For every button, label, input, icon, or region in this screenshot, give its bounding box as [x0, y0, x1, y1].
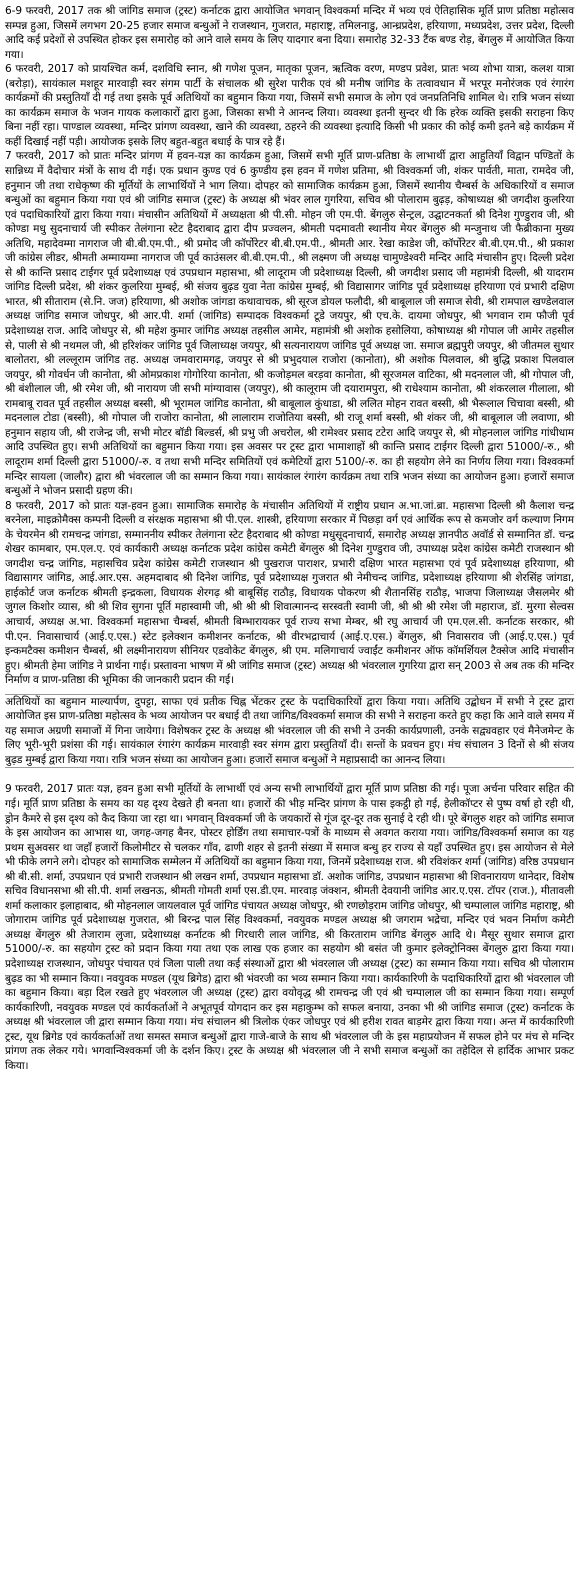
- closing-paragraph: 9 फरवरी, 2017 प्रातः यज्ञ, हवन हुआ सभी मूर्तियों के लाभार्थी एवं अन्य सभी लाभार्थियों द्वारा मूर्ति प्राण प्रतिष्ठा की गई। पूजा अर्चना परिवार सहित की गई। मूर्ति प्राण प्रतिष्ठा के समय का यह दृश्य देखते ही बनता था। हजारों की भीड़ मन्दिर प्रांगण के पास इकट्ठी हो गई, हेलीकॉप्टर से पुष्प वर्षा हो रही थी, ड्रोन कैमरे से इस दृश्य को कैद किया जा रहा था। भगवान् विश्वकर्मा जी के जयकारों से गूंज दूर-दूर तक सुनाई दे रही थी। पूरे बेंगलुरु शहर को जांगिड समाज के इस आयोजन का आभास था, जगह-जगह बैनर, पोस्टर होर्डिंग तथा समाचार-पत्रों के माध्यम से अवगत कराया गया। जांगिड/विश्वकर्मा समाज का यह प्रथम सुअवसर था जहाँ हजारों किलोमीटर से चलकर गाँव, ढाणी शहर से इतनी संख्या में समाज बन्धु हर राज्य से यहाँ उपस्थित हुए। इस आयोजन से मेले भी फीके लगने लगे। दोपहर को सामाजिक सम्मेलन में अतिथियों का बहुमान किया गया, जिनमें प्रदेशाध्यक्ष राज. श्री रविशंकर शर्मा (जांगिड) वरिष्ठ उपप्रधान श्री बी.सी. शर्मा, उपप्रधान एवं प्रभारी राजस्थान श्री लखन शर्मा, उपप्रधान महासभा डॉ. अशोक जांगिड, उपप्रधान महासभा श्री शिवनारायण थानेदार, विशेष सचिव विधानसभा श्री सी.पी. शर्मा लखनऊ, श्रीमती गोमती शर्मा एस.डी.एम. मारवाड़ जंक्शन, श्रीमती देवयानी जांगिड आर.ए.एस. टॉपर (राज.), मीतावली शर्मा कलाकार इलाहाबाद, श्री मोहनलाल जायलवाल पूर्व जांगिड पंचायत अध्यक्ष जोधपुर, श्री रणछोड़राम जांगिड जोधपुर, श्री चम्पालाल जांगिड महाराष्ट्र, श्री जोगाराम जांगिड पूर्व प्रदेशाध्यक्ष गुजरात, श्री बिरन्द्र पाल सिंह विश्वकर्मा, नवयुवक मण्डल अध्यक्ष श्री जगराम भद्रेचा, मन्दिर एवं भवन निर्माण कमेटी अध्यक्ष बेंगलुरु श्री तेजाराम लुजा, प्रदेशाध्यक्ष कर्नाटक श्री गिरधारी लाल जांगिड, श्री किरताराम जांगिड बेंगलुरु आदि थे। मैसूर सुथार समाज द्वारा 51000/-रु. का सहयोग ट्रस्ट को प्रदान किया गया तथा एक लाख एक हजार का सहयोग श्री बसंत जी कुमार इलेक्ट्रोनिक्स बेंगलुरु द्वारा किया गया। प्रदेशाध्यक्ष राजस्थान, जोधपुर पंचायत एवं जिला पाली तथा कई संस्थाओं द्वारा श्री भंवरलाल जी अध्यक्ष (ट्रस्ट) का सम्मान किया गया। सचिव श्री पोलाराम बुढ़ड का भी सम्मान किया। नवयुवक मण्डल (यूथ ब्रिगेड) द्वारा श्री भंवरजी का भव्य सम्मान किया गया। कार्यकारिणी के पदाधिकारियों द्वारा श्री भंवरलाल जी का बहुमान किया। बड़ा दिल रखते हुए भंवरलाल जी अध्यक्ष (ट्रस्ट) द्वारा वयोवृद्ध श्री रामचन्द्र जी एवं श्री चम्पालाल जी का सम्मान किया गया। सम्पूर्ण कार्यकारिणी, नवयुवक मण्डल एवं कार्यकर्ताओं ने अभूतपूर्व योगदान कर इस महाकुम्भ को सफल बनाया, उनका भी श्री जांगिड समाज (ट्रस्ट) कर्नाटक के अध्यक्ष श्री भंवरलाल जी द्वारा सम्मान किया गया। मंच संचालन श्री त्रिलोक एंकर जोधपुर एवं श्री हरीश रावत बाड़मेर द्वारा किया गया। अन्त में कार्यकारिणी ट्रस्ट, यूथ ब्रिगेड एवं कार्यकर्ताओं तथा समस्त समाज बन्धुओं द्वारा गाजे-बाजे के साथ श्री भंवरलाल जी के इस महाप्रयोजन में सफल होने पर मंच से मन्दिर प्रांगण तक लेकर गये। भगवान्विश्वकर्मा जी के दर्शन किए। ट्रस्ट के अध्यक्ष श्री भंवरलाल जी ने सभी समाज बन्धुओं का तहेदिल से हार्दिक आभार प्रकट किया।: [5, 783, 574, 1072]
- felicitation-paragraph: अतिथियों का बहुमान माल्यार्पण, दुपट्टा, साफा एवं प्रतीक चिह्न भेंटकर ट्रस्ट के पदाधिकारियों द्वारा किया गया। अतिथि उद्बोधन में सभी ने ट्रस्ट द्वारा आयोजित इस प्राण-प्रतिष्ठा महोत्सव के भव्य आयोजन पर बधाई दी तथा जांगिड/विश्वकर्मा समाज की सभी ने सराहना करते हुए कहा कि आने वाले समय में यह समाज अग्रणी समाजों में गिना जायेगा। विशेषकर ट्रस्ट के अध्यक्ष श्री भंवरलाल जी की सभी ने उनकी कार्यप्रणाली, उनके सद्व्यवहार एवं मैनेजमेन्ट के लिए भूरी-भूरी प्रशंसा की गई। सायंकाल रंगारंग कार्यक्रम मारवाड़ी स्वर संगम द्वारा प्रस्तुतियाँ दी। सन्तों के प्रवचन हुए। मंच संचालन 3 दिनों से श्री संजय बुढ़ड मुम्बई द्वारा किया गया। रात्रि भजन संध्या का आयोजन हुआ। हजारों समाज बन्धुओं ने महाप्रसादी का आनन्द लिया।: [5, 694, 574, 769]
- article-body-paragraph: 6-9 फरवरी, 2017 तक श्री जांगिड समाज (ट्रस्ट) कर्नाटक द्वारा आयोजित भगवान् विश्वकर्मा मन्दिर में भव्य एवं ऐतिहासिक मूर्ति प्राण प्रतिष्ठा महोत्सव सम्पन्न हुआ, जिसमें लगभग 20-25 हजार समाज बन्धुओं ने राजस्थान, गुजरात, महाराष्ट्र, तमिलनाडु, आन्ध्रप्रदेश, हरियाणा, मध्यप्रदेश, उत्तर प्रदेश, दिल्ली आदि कई प्रदेशों से उपस्थित होकर इस समारोह को आने वाले समय के लिए यादगार बना दिया। समारोह 32-33 टैंक बण्ड रोड़, बेंगलुरु में आयोजित किया गया। 6 फरवरी, 2017 को प्रायश्चित कर्म, दशविधि स्नान, श्री गणेश पूजन, मातृका पूजन, ऋत्विक वरण, मण्डप प्रवेश, प्रातः भव्य शोभा यात्रा, कलश यात्रा (बरोड़ा), सायंकाल मशहूर मारवाड़ी स्वर संगम पार्टी के संचालक श्री सुरेश पारीक एवं श्री मनीष जांगिड के तत्वावधान में भरपूर मनोरंजक एवं रंगारंग कार्यक्रमों की प्रस्तुतियाँ दी गई तथा इसके पूर्व अतिथियों का बहुमान किया गया, जिसमें सभी समाज के लोग एवं जनप्रतिनिधि शामिल थे। रात्रि भजन संध्या का कार्यक्रम समाज के भजन गायक कलाकारों द्वारा हुआ, जिसका सभी ने आनन्द लिया। व्यवस्था इतनी सुन्दर थी कि हरेक व्यक्ति इसकी सराहना किए बिना नहीं रहा। पाण्डाल व्यवस्था, मन्दिर प्रांगण व्यवस्था, खाने की व्यवस्था, ठहरने की व्यवस्था इत्यादि किसी भी प्रकार की कोई कमी इतने बड़े कार्यक्रम में कहीं दिखाई नहीं पड़ी। आयोजक इसके लिए बहुत-बहुत बधाई के पात्र रहे हैं। 7 फरवरी, 2017 को प्रातः मन्दिर प्रांगण में हवन-यज्ञ का कार्यक्रम हुआ, जिसमें सभी मूर्ति प्राण-प्रतिष्ठा के लाभार्थी द्वारा आहुतियाँ विद्वान पण्डितों के सान्निध्य में वैदोचार मंत्रों के साथ दी गई। एक प्रधान कुण्ड एवं 6 कुण्डीय इस हवन में गणेश प्रतिमा, श्री विश्वकर्मा जी, शंकर पार्वती, माता, रामदेव जी, हनुमान जी तथा राधेकृष्ण की मूर्तियों के लाभार्थियों ने भाग लिया। दोपहर को सामाजिक कार्यक्रम हुआ, जिसमें स्थानीय चैम्बर्स के अधिकारियों व समाज बन्धुओं का बहुमान किया गया एवं श्री जांगिड समाज (ट्रस्ट) के अध्यक्ष श्री भंवर लाल गुगरिया, सचिव श्री पोलाराम बुढ़ड़, कोषाध्यक्ष श्री जगदीश कुलरिया एवं पदाधिकारियों द्वारा किया गया। मंचासीन अतिथियों में अध्यक्षता श्री पी.सी. मोहन जी एम.पी. बेंगलुरु सेन्ट्रल, उद्घाटनकर्ता श्री दिनेश गुण्डुराव जी, श्री कोण्डा मधु सुदनाचार्य जी स्पीकर तेलंगाना स्टेट हैदराबाद द्वारा दीप प्रज्वलन, श्रीमती पदमावती स्थानीय मेयर बेंगलुरु श्री मन्जुनाथ जी फैब्रीकाना मुख्य अतिथि, महादेवम्मा नागराज जी बी.बी.एम.पी., श्री प्रमोद जी कॉर्पोरेटर बी.बी.एम.पी., श्रीमती आर. रेखा काडेश जी, कॉर्पोरेटर बी.बी.एम.पी., श्री प्रकाश जी कांग्रेस लीडर, श्रीमती अम्मायम्मा नागराज जी पूर्व काउंसलर बी.बी.एम.पी., श्री लक्ष्मण जी अध्यक्ष चामुण्डेश्वरी मन्दिर आदि मंचासीन हुए। दिल्ली प्रदेश से श्री कान्ति प्रसाद टाईगर पूर्व प्रदेशाध्यक्ष एवं उपप्रधान महासभा, श्री लादूराम जी प्रदेशाध्यक्ष दिल्ली, श्री जगदीश प्रसाद जी महामंत्री दिल्ली, श्री यादराम जांगिड दिल्ली प्रदेश, श्री शंकर कुलरिया मुम्बई, श्री संजय बुढ़ड युवा नेता कांग्रेस मुम्बई, श्री विद्यासागर जांगिड पूर्व प्रदेशाध्यक्ष हरियाणा एवं प्रभारी दक्षिण भारत, श्री सीताराम (से.नि. जज) हरियाणा, श्री अशोक जांगडा कथावाचक, श्री सूरज डोयल फलौदी, श्री बाबूलाल जी समाज सेवी, श्री रामपाल खण्डेलवाल अध्यक्ष जांगिड समाज जोधपुर, श्री आर.पी. शर्मा (जांगिड) सम्पादक विश्वकर्मा टूडे जयपुर, श्री एच.के. दायमा जोधपुर, श्री भगवान राम फौजी पूर्व प्रदेशाध्यक्ष राज. आदि जोधपुर से, श्री महेश कुमार जांगिड अध्यक्ष तहसील आमेर, महामंत्री श्री अशोक हसोलिया, कोषाध्यक्ष श्री गोपाल जी आमेर तहसील से, पाली से श्री नथमल जी, श्री हरिशंकर जांगिड पूर्व जिलाध्यक्ष जयपुर, श्री सत्यनारायण जांगिड पूर्व अध्यक्ष जा. समाज ब्रह्मपुरी जयपुर, श्री जीतमल सुथार बालोतरा, श्री लल्लूराम जांगिड तह. अध्यक्ष जमवारामगढ़, जयपुर से श्री प्रभुदयाल राजोरा (कानोता), श्री अशोक पिलवाल, श्री बुद्धि प्रकाश पिलवाल जयपुर, श्री गोवर्धन जी कानोता, श्री ओमप्रकाश गोगोरिया कानोता, श्री कजोड़मल बरड़वा कानोता, श्री सूरजमल वाटिका, श्री मदनलाल जी, श्री गोपाल जी, श्री बंशीलाल जी, श्री रमेश जी, श्री नारायण जी सभी मांग्यावास (जयपुर), श्री कालूराम जी दयारामपुरा, श्री राधेश्याम कानोता, श्री शंकरलाल गीलाला, श्री रामबाबू रावत पूर्व तहसील अध्यक्ष बस्सी, श्री भूरामल जांगिड कानोता, श्री बाबूलाल कुंधाडा, श्री ललित मोहन रावत बस्सी, श्री भैरूलाल चिचावा बस्सी, श्री मदनलाल टोडा (बस्सी), श्री गोपाल जी राजोरा कानोता, श्री लालाराम राजोतिया बस्सी, श्री राजू शर्मा बस्सी, श्री शंकर जी, श्री बाबूलाल जी लवाणा, श्री हनुमान सहाय जी, श्री राजेन्द्र जी, सभी मोटर बॉडी बिल्डर्स, श्री प्रभु जी अचरोल, श्री रामेश्वर प्रसाद टटेरा आदि जयपुर से, श्री मोहनलाल जांगिड गांधीधाम आदि उपस्थित हुए। सभी अतिथियों का बहुमान किया गया। इस अवसर पर ट्रस्ट द्वारा भामाशाहों श्री कान्ति प्रसाद टाईगर दिल्ली द्वारा 51000/-रु., श्री लादूराम शर्मा दिल्ली द्वारा 51000/-रु. व तथा सभी मन्दिर समितियों एवं कमेटियों द्वारा 5100/-रु. का ही सहयोग लेने का निर्णय लिया गया। विश्वकर्मा मन्दिर सायला (जालौर) द्वारा श्री भंवरलाल जी का सम्मान किया गया। सायंकाल रंगारंग कार्यक्रम तथा रात्रि भजन संध्या का आयोजन हुआ। हजारों समाज बन्धुओं ने भोजन प्रसादी ग्रहण की। 8 फरवरी, 2017 को प्रातः यज्ञ-हवन हुआ। सामाजिक समारोह के मंचासीन अतिथियों में राष्ट्रीय प्रधान अ.भा.जां.ब्रा. महासभा दिल्ली श्री कैलाश चन्द्र बरनेला, माइक्रोमैक्स कम्पनी दिल्ली व संरक्षक महासभा श्री पी.एल. शास्त्री, हरियाणा सरकार में पिछड़ा वर्ग एवं आर्थिक रूप से कमजोर वर्ग कल्याण निगम के चेयरमेन श्री रामचन्द्र जांगडा, सम्माननीय स्पीकर तेलंगाना स्टेट हैदराबाद श्री कोण्डा मधुसूदनाचार्य, समारोह अध्यक्ष ज्ञानपीठ अवॉर्ड से सम्मानित डॉ. चन्द्र शेखर कामबार, एम.एल.ए. एवं कार्यकारी अध्यक्ष कर्नाटक प्रदेश कांग्रेस कमेटी बेंगलुरु श्री दिनेश गुण्डुराव जी, उपाध्यक्ष प्रदेश कांग्रेस कमेटी राजस्थान श्री जगदीश चन्द्र जांगिड, महासचिव प्रदेश कांग्रेस कमेटी राजस्थान श्री पुखराज पाराशर, प्रभारी दक्षिण भारत महासभा एवं पूर्व प्रदेशाध्यक्ष हरियाणा, श्री विद्यासागर जांगिड, आई.आर.एस. अहमदाबाद श्री दिनेश जांगिड, पूर्व प्रदेशाध्यक्ष गुजरात श्री नेमीचन्द जांगिड, प्रदेशाध्यक्ष हरियाणा श्री शेरसिंह जांगडा, हाईकोर्ट जज कर्नाटक श्रीमती इन्द्रकला, विधायक शेरगढ़ श्री बाबूसिंह राठौड़, विधायक पोकरण श्री शैतानसिंह राठौड़, भाजपा जिलाध्यक्ष जैसलमेर श्री जुगल किशोर व्यास, श्री श्री शिव सुगना पूर्ति महास्वामी जी, श्री श्री श्री शिवात्मानन्द सरस्वती स्वामी जी, श्री श्री श्री रमेश जी महाराज, डॉ. मुरगा सेल्वस आचार्य, अध्यक्ष अ.भा. विश्वकर्मा महासभा चैम्बर्स, श्रीमती बिम्भारायकर पूर्व राज्य सभा मेम्बर, श्री रघु आचार्य जी एम.एल.सी. कर्नाटक सरकार, श्री पी.एन. निवासाचार्य (आई.ए.एस.) स्टेट इलेक्शन कमीशनर कर्नाटक, श्री वीरभद्राचार्य (आई.ए.एस.) बेंगलुरु, श्री निवासराव जी (आई.ए.एस.) पूर्व इन्कमटैक्स कमीशन चैम्बर्स, श्री लक्ष्मीनारायण सीनियर एडवोकेट बेंगलुरु, श्री एम. मलिगाचार्य ज्वाईंट कमीशनर ऑफ कॉमर्शियल टैक्सेज आदि मंचासीन हुए। श्रीमती हेमा जांगिड ने प्रार्थना गाई। प्रस्तावना भाषण में श्री जांगिड समाज (ट्रस्ट) अध्यक्ष श्री भंवरलाल गुगरिया द्वारा सन् 2003 से अब तक की मन्दिर निर्माण व प्राण-प्रतिष्ठा की भूमिका की जानकारी प्रदान की गई।: [5, 5, 574, 687]
